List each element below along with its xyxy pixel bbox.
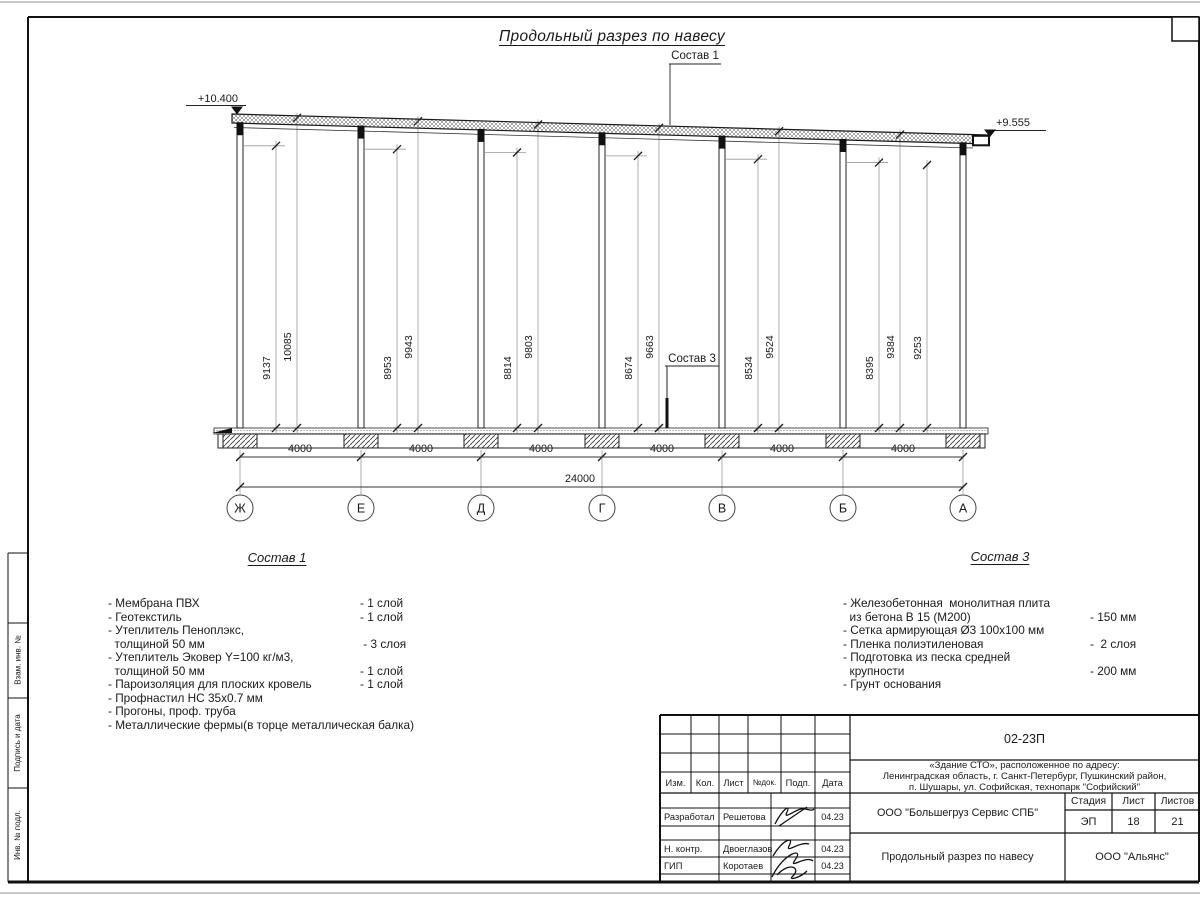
bay-dim-0: 4000 <box>287 443 313 455</box>
sostav3-heading: Состав 3 <box>970 549 1030 564</box>
sheets-label: Листов <box>1160 796 1195 807</box>
stage-label: Стадия <box>1070 796 1107 807</box>
axis-label-5: Б <box>838 501 848 516</box>
project-line: «Здание СТО», расположенное по адресу: <box>929 760 1120 771</box>
list-item <box>108 611 508 625</box>
item-qty: - 3 слоя <box>360 636 407 651</box>
axis-label-1: Е <box>356 501 366 516</box>
axis-label-3: Г <box>598 501 606 516</box>
sheet-title: Продольный разрез по навесу <box>881 851 1034 863</box>
project-line: п. Шушары, ул. Софийская, технопарк "Софийский" <box>908 781 1141 793</box>
columns <box>237 122 967 428</box>
list-item <box>843 597 1193 611</box>
project-address <box>852 761 1197 793</box>
item-text: - Подготовка из песка средней <box>843 650 1011 664</box>
bay-dim-4: 4000 <box>769 443 795 455</box>
rev-header-ndok: №док. <box>752 778 777 787</box>
signature-dvoeglazov <box>773 840 809 856</box>
item-qty: - 200 мм <box>1090 663 1137 678</box>
person-role: ГИП <box>664 860 683 871</box>
person-name: Двоеглазов <box>723 843 773 854</box>
slab-strip <box>214 428 988 434</box>
corner-stamp-box <box>1172 17 1199 41</box>
list-item <box>108 665 508 679</box>
item-text: - Пленка полиэтиленовая <box>843 636 984 651</box>
vertical-dim-9: 9524 <box>764 335 776 359</box>
margin-stamp-inv: Инв. № подл. <box>13 810 22 860</box>
item-text: крупности <box>843 663 905 678</box>
item-text: - Утеплитель Эковер Y=100 кг/м3, <box>108 650 294 664</box>
axis-label-6: А <box>958 501 968 516</box>
bay-dim-5: 4000 <box>890 443 916 455</box>
rev-header-izm: Изм. <box>665 777 686 788</box>
vertical-dim-10: 8395 <box>864 356 876 380</box>
bay-dim-3: 4000 <box>649 443 675 455</box>
vertical-dim-2: 8953 <box>382 356 394 380</box>
item-text: - Прогоны, проф. труба <box>108 704 236 718</box>
list-item <box>843 665 1193 679</box>
item-text: толщиной 50 мм <box>108 663 205 678</box>
list-item <box>843 638 1193 652</box>
elevation-left: +10.400 <box>197 93 238 105</box>
item-qty: - 1 слой <box>360 677 404 691</box>
sostav3-list <box>843 597 1193 692</box>
vertical-dim-6: 8674 <box>623 356 635 380</box>
person-name: Решетова <box>723 812 766 822</box>
callout-slab-label: Состав 3 <box>668 353 716 365</box>
item-text: - Железобетонная монолитная плита <box>843 596 1051 610</box>
list-item <box>843 678 1193 692</box>
vertical-dim-0: 9137 <box>261 356 273 380</box>
margin-stamp-vzam: Взам. инв. № <box>13 635 22 685</box>
item-qty: - 2 слоя <box>1090 636 1137 651</box>
list-item <box>843 624 1193 638</box>
item-qty: - 150 мм <box>1090 609 1137 624</box>
axis-label-4: В <box>717 501 727 516</box>
callout-roof-label: Состав 1 <box>671 50 719 62</box>
elevation-left-arrow-icon <box>231 107 243 115</box>
sheets-value: 21 <box>1171 816 1184 828</box>
vertical-dimensions <box>244 113 931 433</box>
page-title: Продольный разрез по навесу <box>499 28 725 45</box>
sheet-value: 18 <box>1127 816 1140 828</box>
list-item <box>108 719 508 733</box>
item-text: - Металлические фермы(в торце металлическая балка) <box>108 717 415 732</box>
list-item <box>108 705 508 719</box>
total-dim: 24000 <box>564 473 596 485</box>
person-name: Коротаев <box>723 860 764 871</box>
sostav1-heading: Состав 1 <box>247 550 307 565</box>
item-qty: - 1 слой <box>360 609 404 624</box>
rev-header-data: Дата <box>822 777 843 788</box>
item-text: - Пароизоляция для плоских кровель <box>108 677 312 691</box>
item-text: - Сетка армирующая Ø3 100х100 мм <box>843 623 1045 637</box>
doc-number: 02-23П <box>1004 732 1045 746</box>
list-item <box>108 597 508 611</box>
item-text: - Мембрана ПВХ <box>108 596 200 610</box>
vertical-dim-4: 8814 <box>502 356 514 380</box>
sostav1-list <box>108 597 508 732</box>
person-date: 04.23 <box>821 843 844 854</box>
item-qty: - 1 слой <box>360 663 404 678</box>
vertical-dim-11: 9384 <box>885 335 897 359</box>
list-item <box>843 651 1193 665</box>
vertical-dim-1: 10085 <box>282 332 294 362</box>
item-text: из бетона В 15 (М200) <box>843 609 971 624</box>
roof-end-beam <box>973 136 989 146</box>
vertical-dim-5: 9803 <box>523 335 535 359</box>
rev-header-podp: Подп. <box>785 777 811 788</box>
margin-stamp-podpis: Подпись и дата <box>13 714 22 772</box>
vertical-dim-12: 9253 <box>912 336 924 360</box>
person-role: Разработал <box>664 812 715 822</box>
rev-header-list: Лист <box>723 777 744 788</box>
item-text: - Утеплитель Пеноплэкс, <box>108 623 245 637</box>
list-item <box>108 678 508 692</box>
elevation-right: +9.555 <box>996 117 1030 129</box>
item-text: - Грунт основания <box>843 677 942 691</box>
sheet-label: Лист <box>1122 796 1145 807</box>
company-name: ООО "Большегруз Сервис СПБ" <box>876 807 1039 819</box>
bay-dim-1: 4000 <box>408 443 434 455</box>
vertical-dim-8: 8534 <box>743 356 755 380</box>
axis-label-2: Д <box>476 501 486 516</box>
list-item <box>843 611 1193 625</box>
list-item <box>108 638 508 652</box>
item-text: толщиной 50 мм <box>108 636 205 651</box>
stage-value: ЭП <box>1080 816 1097 828</box>
bay-dim-2: 4000 <box>528 443 554 455</box>
signature-reshetova <box>775 807 814 826</box>
item-text: - Профнастил НС 35х0.7 мм <box>108 690 263 705</box>
list-item <box>108 624 508 638</box>
roof-band <box>232 114 988 144</box>
rev-header-kol: Кол. <box>695 777 715 788</box>
item-qty: - 1 слой <box>360 596 404 610</box>
person-date: 04.23 <box>821 812 844 822</box>
project-line: Ленинградская область, г. Санкт-Петербург, Пушкинский район, <box>882 770 1167 782</box>
person-role: Н. контр. <box>664 843 703 854</box>
vertical-dim-7: 9663 <box>644 335 656 359</box>
vertical-dim-3: 9943 <box>403 335 415 359</box>
person-date: 04.23 <box>821 860 844 871</box>
org-name: ООО "Альянс" <box>1095 851 1169 863</box>
item-text: - Геотекстиль <box>108 609 182 624</box>
list-item <box>108 692 508 706</box>
list-item <box>108 651 508 665</box>
axis-label-0: Ж <box>234 501 246 516</box>
